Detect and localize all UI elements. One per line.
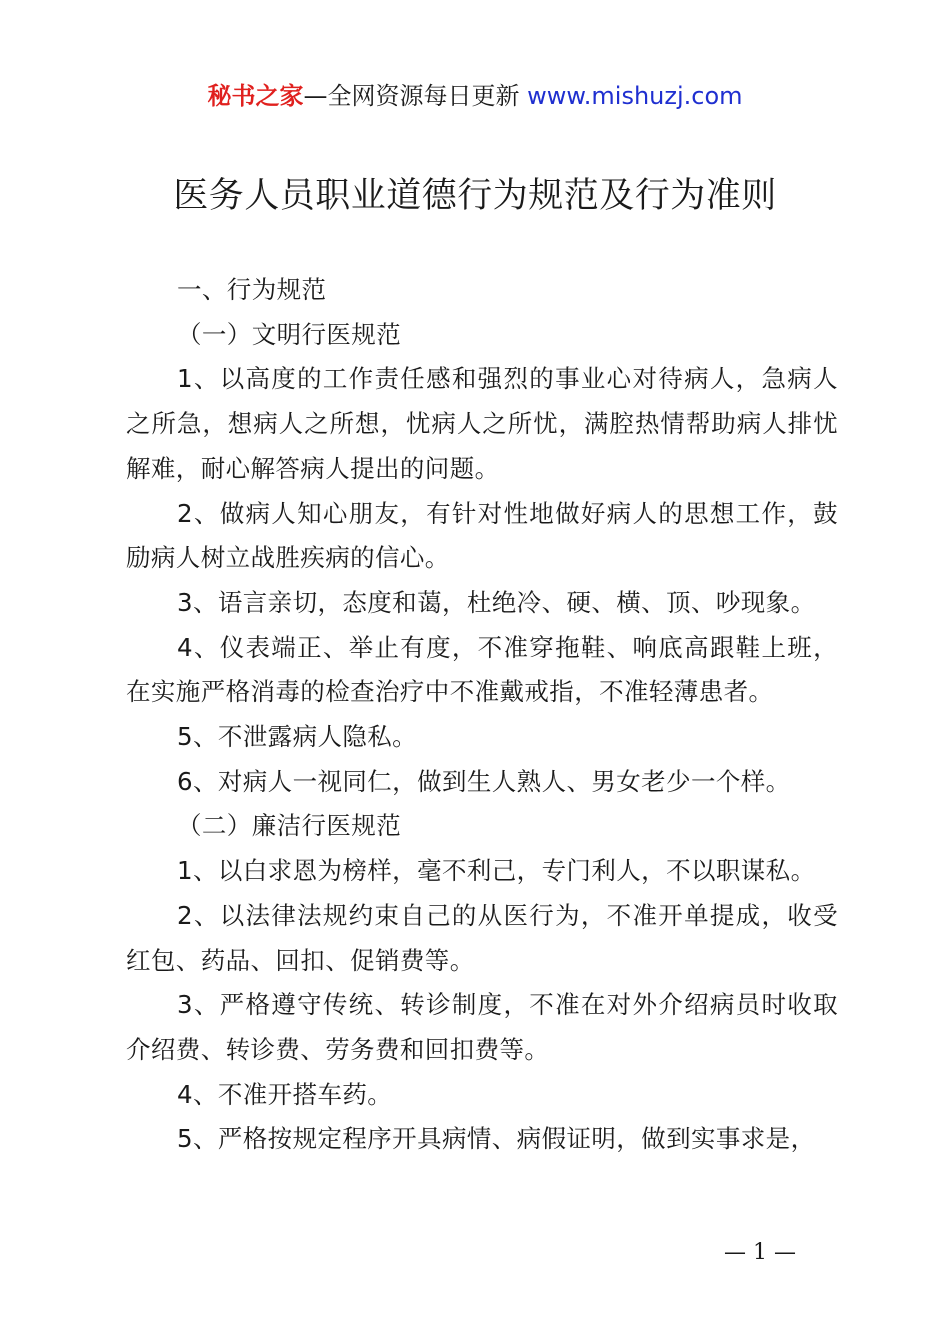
header-slogan: —全网资源每日更新 (303, 82, 528, 110)
site-header (0, 80, 950, 112)
paragraph: 2、以法律法规约束自己的从医行为，不准开单提成，收受红包、药品、回扣、促销费等。 (126, 900, 838, 975)
paragraph: 6、对病人一视同仁，做到生人熟人、男女老少一个样。 (177, 766, 791, 796)
paragraph: 5、不泄露病人隐私。 (177, 722, 418, 752)
paragraph: 3、语言亲切，态度和蔼，杜绝冷、硬、横、顶、吵现象。 (177, 587, 816, 617)
page-number: — 1 — (724, 1240, 796, 1265)
document-title: 医务人员职业道德行为规范及行为准则 (173, 176, 777, 216)
section-heading: 一、行为规范 (177, 275, 327, 304)
paragraph: 5、严格按规定程序开具病情、病假证明，做到实事求是， (177, 1124, 816, 1154)
site-url-link[interactable]: www.mishuzj.com (527, 82, 743, 110)
paragraph: 2、做病人知心朋友，有针对性地做好病人的思想工作，鼓励病人树立战胜疾病的信心。 (126, 498, 838, 573)
paragraph: 1、以高度的工作责任感和强烈的事业心对待病人，急病人之所急，想病人之所想，忧病人之所忧，满腔热情帮助病人排忧解难，耐心解答病人提出的问题。 (126, 364, 838, 483)
paragraph: 4、不准开搭车药。 (177, 1079, 393, 1109)
paragraph: 3、严格遵守传统、转诊制度，不准在对外介绍病员时收取介绍费、转诊费、劳务费和回扣费等。 (126, 990, 838, 1064)
document-body (126, 268, 838, 1162)
subsection-heading: （二）廉洁行医规范 (177, 811, 402, 841)
brand-name: 秘书之家 (207, 82, 304, 110)
subsection-heading: （一）文明行医规范 (177, 319, 402, 349)
paragraph: 4、仪表端正、举止有度，不准穿拖鞋、响底高跟鞋上班，在实施严格消毒的检查治疗中不准戴戒指，不准轻薄患者。 (126, 632, 838, 707)
paragraph: 1、以白求恩为榜样，毫不利己，专门利人，不以职谋私。 (177, 856, 816, 886)
